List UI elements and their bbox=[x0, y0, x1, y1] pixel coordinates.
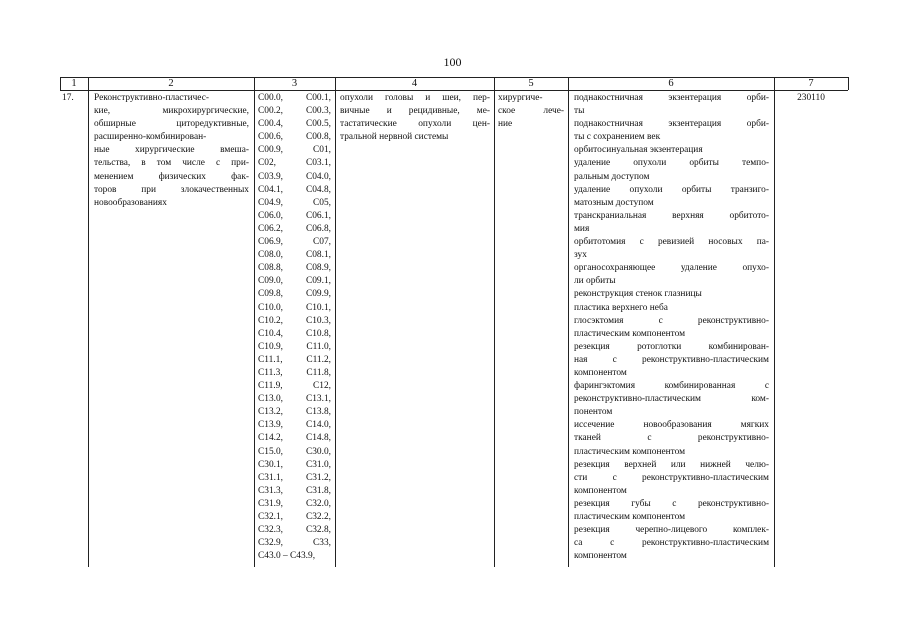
code-line bbox=[258, 105, 331, 118]
method-line: ты bbox=[574, 106, 585, 117]
code-line bbox=[258, 249, 331, 262]
method-line: тканей с реконструктивно- bbox=[574, 433, 769, 444]
method-line: пластическим компонентом bbox=[574, 512, 686, 522]
method-line: ты с сохранением век bbox=[574, 132, 661, 143]
diagnosis-code: C02, bbox=[258, 158, 276, 169]
diagnosis-code: C13.1, bbox=[305, 394, 331, 405]
code-line bbox=[258, 341, 331, 354]
diagnosis-code: C03.1, bbox=[305, 158, 331, 169]
diagnosis-code: C00.0, bbox=[258, 93, 284, 103]
treatment-line: хирургиче- bbox=[498, 93, 543, 103]
description-line: кие, микрохирургические, bbox=[94, 106, 249, 117]
diagnosis-code: C13.2, bbox=[258, 407, 284, 418]
row-number: 17. bbox=[62, 93, 74, 103]
code-line bbox=[258, 472, 331, 485]
code-line bbox=[258, 118, 331, 131]
diagnosis-code: C11.1, bbox=[258, 354, 283, 365]
treatment-line: ние bbox=[498, 119, 513, 130]
code-line bbox=[258, 171, 331, 184]
code-line bbox=[258, 262, 331, 275]
code-line bbox=[258, 498, 331, 511]
code-line bbox=[258, 367, 331, 380]
diagnosis-code: C00.5, bbox=[305, 119, 331, 130]
diagnosis-code: C14.0, bbox=[305, 420, 331, 431]
diagnosis-code: C15.0, bbox=[258, 446, 284, 457]
diagnosis-code: C07, bbox=[313, 237, 331, 248]
method-line: резекция верхней или нижней челю- bbox=[574, 459, 769, 470]
diagnosis-code: C05, bbox=[313, 197, 331, 208]
diagnosis-code: C08.8, bbox=[258, 263, 284, 274]
diagnosis-code: C04.1, bbox=[258, 184, 284, 195]
diagnosis-code: C14.8, bbox=[305, 433, 331, 444]
diagnosis-code: C31.1, bbox=[258, 472, 284, 483]
code-line bbox=[258, 210, 331, 223]
diagnosis-code: C32.0, bbox=[305, 498, 331, 509]
code-line bbox=[258, 406, 331, 419]
code-line bbox=[258, 511, 331, 524]
code-line bbox=[258, 550, 331, 563]
diagnosis-code: C08.9, bbox=[305, 263, 331, 274]
diagnosis-code: C03.9, bbox=[258, 171, 284, 182]
diagnosis-code: C30.0, bbox=[305, 446, 331, 457]
diagnosis-code: C06.2, bbox=[258, 223, 284, 234]
method-line: глосэктомия с реконструктивно- bbox=[574, 315, 769, 326]
diagnosis-codes bbox=[258, 92, 331, 563]
diagnosis-code: C10.9, bbox=[258, 341, 284, 352]
method-line: транскраниальная верхняя орбитото- bbox=[574, 210, 769, 221]
diagnosis-code: C10.2, bbox=[258, 315, 284, 326]
diagnosis-code: C31.0, bbox=[305, 459, 331, 470]
column-number-7: 7 bbox=[808, 78, 814, 89]
treatment-methods bbox=[574, 92, 769, 563]
method-line: поднакостничная экзентерация орби- bbox=[574, 93, 769, 103]
method-line: пластическим компонентом bbox=[574, 328, 686, 339]
method-line: иссечение новообразования мягких bbox=[574, 420, 769, 431]
description-line: обширные циторедуктивные, bbox=[94, 119, 249, 130]
diagnosis-code: C31.8, bbox=[305, 485, 331, 496]
method-line: матозным доступом bbox=[574, 197, 654, 208]
diagnosis-code: C31.9, bbox=[258, 498, 284, 509]
diagnosis-code: C09.0, bbox=[258, 276, 284, 287]
diagnosis-code: C06.8, bbox=[305, 223, 331, 234]
method-line: зух bbox=[574, 250, 587, 261]
diagnosis-code: C11.8, bbox=[306, 367, 331, 378]
column-divider bbox=[254, 77, 255, 567]
method-line: резекция черепно-лицевого комплек- bbox=[574, 525, 769, 536]
diagnosis-code: C11.0, bbox=[306, 341, 331, 352]
method-line: реконструктивно-пластическим ком- bbox=[574, 394, 769, 405]
method-line: пластика верхнего неба bbox=[574, 302, 668, 313]
method-line: са с реконструктивно-пластическим bbox=[574, 538, 769, 549]
diagnosis-code: C04.9, bbox=[258, 197, 284, 208]
code-line bbox=[258, 432, 331, 445]
column-number-4: 4 bbox=[411, 78, 418, 89]
method-line: фарингэктомия комбинированная с bbox=[574, 381, 769, 392]
code-line bbox=[258, 393, 331, 406]
page-number: 100 bbox=[443, 55, 462, 69]
diagnosis-code: C04.0, bbox=[305, 171, 331, 182]
header-bottom-rule bbox=[60, 90, 848, 91]
method-line: поднакостничная экзентерация орби- bbox=[574, 119, 769, 130]
column-number-1: 1 bbox=[71, 78, 77, 89]
diagnosis-code: C06.9, bbox=[258, 237, 284, 248]
diagnosis-code: C31.2, bbox=[305, 472, 331, 483]
diagnosis-code: C13.8, bbox=[305, 407, 331, 418]
diagnosis-code: C10.3, bbox=[305, 315, 331, 326]
diagnosis-code: C09.1, bbox=[305, 276, 331, 287]
method-line: реконструкция стенок глазницы bbox=[574, 289, 702, 300]
method-line: резекция ротоглотки комбинирован- bbox=[574, 341, 769, 352]
code-line bbox=[258, 223, 331, 236]
description-line: менением физических фак- bbox=[94, 171, 249, 182]
diagnosis-code: C10.8, bbox=[305, 328, 331, 339]
model-line: тральной нервной системы bbox=[340, 132, 449, 143]
diagnosis-code: C00.6, bbox=[258, 132, 284, 143]
diagnosis-code: C00.1, bbox=[305, 93, 331, 103]
model-line: вичные и рецидивные, ме- bbox=[340, 106, 490, 117]
diagnosis-code: C00.8, bbox=[305, 132, 331, 143]
diagnosis-code: C00.3, bbox=[305, 106, 331, 117]
diagnosis-code: C13.0, bbox=[258, 394, 284, 405]
diagnosis-code: C10.1, bbox=[305, 302, 331, 313]
column-divider bbox=[568, 77, 569, 567]
method-line: сти с реконструктивно-пластическим bbox=[574, 472, 769, 483]
method-line: орбитотомия с ревизией носовых па- bbox=[574, 237, 769, 248]
code-line bbox=[258, 524, 331, 537]
model-line: опухоли головы и шеи, пер- bbox=[340, 93, 490, 103]
diagnosis-code: C09.8, bbox=[258, 289, 284, 300]
method-line: удаление опухоли орбиты темпо- bbox=[574, 158, 769, 169]
diagnosis-code: C43.0 – C43.9, bbox=[258, 551, 316, 562]
procedure-description bbox=[94, 92, 249, 210]
column-divider bbox=[494, 77, 495, 567]
method-line: компонентом bbox=[574, 367, 627, 378]
patient-model bbox=[340, 92, 490, 144]
code-line bbox=[258, 144, 331, 157]
code-line bbox=[258, 92, 331, 105]
method-line: резекция губы с реконструктивно- bbox=[574, 498, 769, 509]
method-line: ральным доступом bbox=[574, 171, 650, 182]
diagnosis-code: C09.9, bbox=[305, 289, 331, 300]
method-line: органосохраняющее удаление опухо- bbox=[574, 263, 769, 274]
description-line: ные хирургические вмеша- bbox=[94, 145, 249, 156]
diagnosis-code: C12, bbox=[313, 381, 331, 392]
description-line: торов при злокачественных bbox=[94, 184, 249, 195]
code-line bbox=[258, 184, 331, 197]
code-line bbox=[258, 288, 331, 301]
diagnosis-code: C32.2, bbox=[305, 512, 331, 522]
method-line: мия bbox=[574, 223, 590, 234]
column-number-3: 3 bbox=[291, 78, 298, 89]
method-line: компонентом bbox=[574, 485, 627, 496]
column-divider bbox=[88, 77, 89, 567]
diagnosis-code: C11.3, bbox=[258, 367, 283, 378]
code-line bbox=[258, 302, 331, 315]
diagnosis-code: C00.2, bbox=[258, 106, 284, 117]
description-line: расширенно-комбинирован- bbox=[94, 132, 207, 143]
method-line: ли орбиты bbox=[574, 276, 616, 287]
code-line bbox=[258, 157, 331, 170]
diagnosis-code: C01, bbox=[313, 145, 331, 156]
code-line bbox=[258, 315, 331, 328]
treatment-line: ское лече- bbox=[498, 106, 564, 117]
code-line bbox=[258, 236, 331, 249]
code-line bbox=[258, 275, 331, 288]
code-line bbox=[258, 197, 331, 210]
code-line bbox=[258, 131, 331, 144]
description-line: новообразованиях bbox=[94, 197, 167, 208]
diagnosis-code: C13.9, bbox=[258, 420, 284, 431]
diagnosis-code: C11.2, bbox=[306, 354, 331, 365]
diagnosis-code: C32.1, bbox=[258, 512, 284, 522]
code-line bbox=[258, 419, 331, 432]
method-line: компонентом bbox=[574, 551, 627, 562]
diagnosis-code: C08.1, bbox=[305, 250, 331, 261]
code-line bbox=[258, 537, 331, 550]
method-line: орбитосинуальная экзентерация bbox=[574, 145, 703, 156]
diagnosis-code: C11.9, bbox=[258, 381, 283, 392]
diagnosis-code: C33, bbox=[313, 538, 331, 549]
column-number-2: 2 bbox=[168, 78, 174, 89]
model-line: тастатические опухоли цен- bbox=[340, 119, 490, 130]
diagnosis-code: C06.1, bbox=[305, 210, 331, 221]
diagnosis-code: C32.9, bbox=[258, 538, 284, 549]
code-line bbox=[258, 380, 331, 393]
description-line: Реконструктивно-пластичес- bbox=[94, 93, 209, 103]
diagnosis-code: C32.8, bbox=[305, 525, 331, 536]
diagnosis-code: C31.3, bbox=[258, 485, 284, 496]
diagnosis-code: C30.1, bbox=[258, 459, 284, 470]
description-line: тельства, в том числе с при- bbox=[94, 158, 249, 169]
diagnosis-code: C10.4, bbox=[258, 328, 284, 339]
column-number-5: 5 bbox=[528, 78, 534, 89]
diagnosis-code: C06.0, bbox=[258, 210, 284, 221]
code-line bbox=[258, 354, 331, 367]
diagnosis-code: C08.0, bbox=[258, 250, 284, 261]
column-divider bbox=[335, 77, 336, 567]
method-line: пластическим компонентом bbox=[574, 446, 686, 457]
method-line: удаление опухоли орбиты транзиго- bbox=[574, 184, 769, 195]
treatment-type bbox=[498, 92, 564, 131]
code-line bbox=[258, 446, 331, 459]
diagnosis-code: C32.3, bbox=[258, 525, 284, 536]
column-number-6: 6 bbox=[668, 78, 674, 89]
code-line bbox=[258, 328, 331, 341]
column-divider bbox=[774, 77, 775, 567]
code-line bbox=[258, 485, 331, 498]
method-line: ная с реконструктивно-пластическим bbox=[574, 354, 769, 365]
diagnosis-code: C14.2, bbox=[258, 433, 284, 444]
diagnosis-code: C00.9, bbox=[258, 145, 284, 156]
cost-value: 230110 bbox=[797, 93, 825, 103]
diagnosis-code: C04.8, bbox=[305, 184, 331, 195]
table-right-border bbox=[848, 77, 849, 90]
code-line bbox=[258, 459, 331, 472]
diagnosis-code: C10.0, bbox=[258, 302, 284, 313]
diagnosis-code: C00.4, bbox=[258, 119, 284, 130]
method-line: понентом bbox=[574, 407, 613, 418]
